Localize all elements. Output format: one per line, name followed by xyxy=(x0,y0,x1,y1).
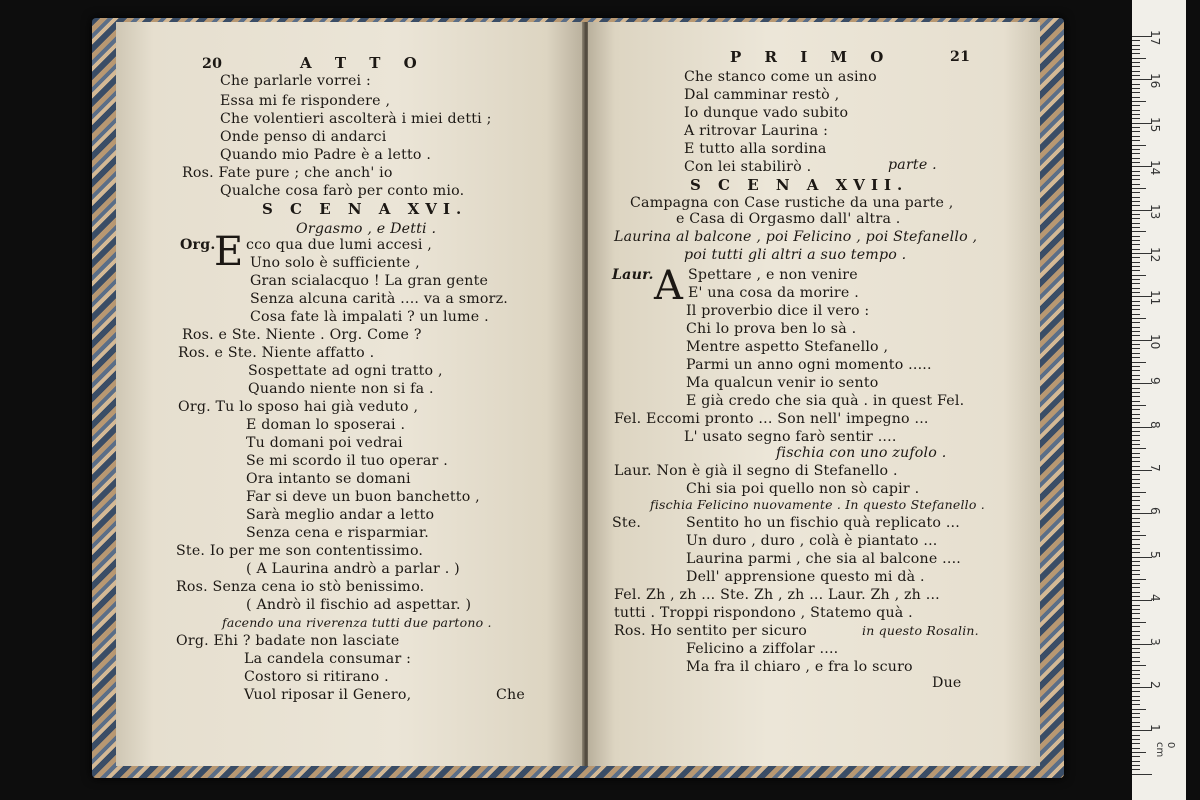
scene-heading: S C E N A XVI. xyxy=(262,200,468,218)
ruler-tick xyxy=(1132,353,1140,354)
ruler-number: 13 xyxy=(1148,203,1162,219)
ruler-tick xyxy=(1132,136,1140,137)
text-line: Laurina parmi , che sia al balcone .... xyxy=(686,551,962,567)
ruler-tick xyxy=(1132,409,1140,410)
ruler-tick xyxy=(1132,270,1140,271)
ruler-tick xyxy=(1132,670,1140,671)
ruler-tick xyxy=(1132,748,1140,749)
text-line: Felicino a ziffolar .... xyxy=(686,641,839,657)
ruler-tick xyxy=(1132,552,1140,553)
text-line: Che stanco come un asino xyxy=(684,69,877,85)
ruler-tick xyxy=(1132,335,1140,336)
ruler-tick xyxy=(1132,197,1140,198)
ruler-tick xyxy=(1132,631,1140,632)
ruler-tick xyxy=(1132,379,1140,380)
ruler-tick xyxy=(1132,88,1140,89)
ruler-tick xyxy=(1132,665,1146,666)
ruler-tick xyxy=(1132,774,1152,775)
text-line: Cosa fate là impalati ? un lume . xyxy=(250,309,489,325)
ruler-tick xyxy=(1132,227,1140,228)
ruler-tick xyxy=(1132,661,1140,662)
ruler-tick xyxy=(1132,683,1140,684)
text-line: Spettare , e non venire xyxy=(688,267,858,283)
text-line: Sospettate ad ogni tratto , xyxy=(248,363,443,379)
ruler-tick xyxy=(1132,652,1140,653)
ruler-tick xyxy=(1132,691,1140,692)
ruler-tick xyxy=(1132,769,1140,770)
ruler-tick xyxy=(1132,92,1140,93)
ruler-tick xyxy=(1132,348,1140,349)
ruler-number: 11 xyxy=(1148,290,1162,306)
text-line: Dell' apprensione questo mi dà . xyxy=(686,569,925,585)
ruler-tick xyxy=(1132,422,1140,423)
ruler-unit: 0 cm xyxy=(1154,742,1176,758)
ruler-tick xyxy=(1132,509,1140,510)
text-line: Costoro si ritirano . xyxy=(244,669,389,685)
ruler-tick xyxy=(1132,440,1140,441)
text-line: Ros. e Ste. Niente affatto . xyxy=(178,345,375,361)
ruler-tick xyxy=(1132,704,1140,705)
ruler-tick xyxy=(1132,223,1140,224)
catchword: Due xyxy=(932,675,962,691)
ruler-tick xyxy=(1132,101,1146,102)
ruler-tick xyxy=(1132,244,1140,245)
ruler-tick xyxy=(1132,140,1140,141)
text-line: Ros. Ho sentito per sicuro xyxy=(614,623,807,639)
ruler-number: 8 xyxy=(1148,420,1162,429)
scene-heading: S C E N A XVII. xyxy=(690,176,909,194)
text-line: Chi lo prova ben lo sà . xyxy=(686,321,857,337)
ruler-tick xyxy=(1132,539,1140,540)
ruler-tick xyxy=(1132,283,1140,284)
text-line: E tutto alla sordina xyxy=(684,141,827,157)
ruler-tick xyxy=(1132,700,1140,701)
ruler-tick xyxy=(1132,257,1140,258)
text-line: Io dunque vado subito xyxy=(684,105,849,121)
text-line: Parmi un anno ogni momento ..... xyxy=(686,357,932,373)
text-line: Ros. Fate pure ; che anch' io xyxy=(182,165,393,181)
ruler-tick xyxy=(1132,149,1140,150)
ruler-tick xyxy=(1132,565,1140,566)
text-line: Ma fra il chiaro , e fra lo scuro xyxy=(686,659,913,675)
ruler-tick xyxy=(1132,127,1140,128)
ruler-tick xyxy=(1132,327,1140,328)
ruler-tick xyxy=(1132,158,1140,159)
ruler-tick xyxy=(1132,743,1140,744)
ruler-tick xyxy=(1132,97,1140,98)
text-line: L' usato segno farò sentir .... xyxy=(684,429,897,445)
ruler-tick xyxy=(1132,756,1140,757)
text-line: Mentre aspetto Stefanello , xyxy=(686,339,889,355)
ruler-tick xyxy=(1132,62,1140,63)
ruler-tick xyxy=(1132,162,1140,163)
ruler-tick xyxy=(1132,587,1140,588)
ruler-tick xyxy=(1132,717,1140,718)
ruler-tick xyxy=(1132,418,1140,419)
ruler-tick xyxy=(1132,275,1146,276)
ruler-tick xyxy=(1132,84,1140,85)
ruler-tick xyxy=(1132,105,1140,106)
ruler-tick xyxy=(1132,40,1140,41)
ruler-tick xyxy=(1132,613,1140,614)
speaker-label: Laur. xyxy=(612,267,654,283)
ruler-tick xyxy=(1132,401,1140,402)
ruler-tick xyxy=(1132,709,1146,710)
ruler-tick xyxy=(1132,205,1140,206)
stage-direction: parte . xyxy=(888,157,937,173)
ruler-tick xyxy=(1132,735,1140,736)
ruler-tick xyxy=(1132,461,1140,462)
ruler-tick xyxy=(1132,201,1140,202)
ruler-tick xyxy=(1132,362,1146,363)
ruler-tick xyxy=(1132,518,1140,519)
catchword: Che xyxy=(496,687,525,703)
ruler-tick xyxy=(1132,696,1140,697)
ruler-tick xyxy=(1132,570,1140,571)
ruler-tick xyxy=(1132,58,1146,59)
ruler-number: 3 xyxy=(1148,637,1162,646)
ruler-tick xyxy=(1132,548,1140,549)
ruler-tick xyxy=(1132,448,1146,449)
ruler-tick xyxy=(1132,574,1140,575)
ruler-tick xyxy=(1132,192,1140,193)
ruler-tick xyxy=(1132,131,1140,132)
ruler-tick xyxy=(1132,388,1140,389)
speaker-label: Org. xyxy=(180,237,216,253)
ruler-tick xyxy=(1132,505,1140,506)
ruler-tick xyxy=(1132,657,1140,658)
ruler-tick xyxy=(1132,739,1140,740)
ruler-tick xyxy=(1132,648,1140,649)
ruler-tick xyxy=(1132,188,1146,189)
text-line: Uno solo è sufficiente , xyxy=(250,255,420,271)
ruler-number: 2 xyxy=(1148,681,1162,689)
ruler-tick xyxy=(1132,522,1140,523)
ruler-tick xyxy=(1132,71,1140,72)
ruler-tick xyxy=(1132,713,1140,714)
ruler-tick xyxy=(1132,292,1140,293)
ruler-tick xyxy=(1132,722,1140,723)
ruler-tick xyxy=(1132,453,1140,454)
ruler-tick xyxy=(1132,75,1140,76)
ruler-tick xyxy=(1132,561,1140,562)
text-line: Che volentieri ascolterà i miei detti ; xyxy=(220,111,492,127)
ruler-tick xyxy=(1132,726,1140,727)
ruler-tick xyxy=(1132,305,1140,306)
text-line: E' una cosa da morire . xyxy=(688,285,859,301)
ruler-tick xyxy=(1132,526,1140,527)
ruler-tick xyxy=(1132,579,1146,580)
left-running-head: A T T O xyxy=(300,54,426,72)
text-line: Fel. Eccomi pronto ... Son nell' impegno ... xyxy=(614,411,929,427)
ruler-tick xyxy=(1132,479,1140,480)
text-line: Senza cena e risparmiar. xyxy=(246,525,429,541)
ruler-tick xyxy=(1132,678,1140,679)
drop-cap: E xyxy=(214,229,244,275)
text-line: Senza alcuna carità .... va a smorz. xyxy=(250,291,509,307)
ruler-tick xyxy=(1132,314,1140,315)
text-line: Far si deve un buon banchetto , xyxy=(246,489,480,505)
text-line: Campagna con Case rustiche da una parte , xyxy=(630,195,954,211)
text-line: Tu domani poi vedrai xyxy=(246,435,403,451)
text-line: Ste. Io per me son contentissimo. xyxy=(176,543,424,559)
ruler-tick xyxy=(1132,392,1140,393)
ruler-tick xyxy=(1132,544,1140,545)
ruler-tick xyxy=(1132,145,1146,146)
ruler-number: 12 xyxy=(1148,247,1162,263)
ruler-number: 17 xyxy=(1148,30,1162,46)
scene-characters: poi tutti gli altri a suo tempo . xyxy=(684,247,907,263)
ruler-tick xyxy=(1132,596,1140,597)
text-line: Quando niente non si fa . xyxy=(248,381,434,397)
text-line: Chi sia poi quello non sò capir . xyxy=(686,481,920,497)
ruler-number: 15 xyxy=(1148,116,1162,133)
ruler-number: 16 xyxy=(1148,73,1162,89)
ruler-tick xyxy=(1132,626,1140,627)
text-line: Ros. e Ste. Niente . Org. Come ? xyxy=(182,327,422,343)
ruler-number: 9 xyxy=(1148,377,1162,385)
ruler-tick xyxy=(1132,466,1140,467)
ruler-tick xyxy=(1132,218,1140,219)
ruler-tick xyxy=(1132,262,1140,263)
ruler-tick xyxy=(1132,66,1140,67)
ruler-tick xyxy=(1132,761,1140,762)
ruler-tick xyxy=(1132,605,1140,606)
ruler-number: 6 xyxy=(1148,507,1162,516)
text-line: Vuol riposar il Genero, xyxy=(244,687,412,703)
ruler-tick xyxy=(1132,45,1140,46)
ruler-tick xyxy=(1132,431,1140,432)
text-line: E doman lo sposerai . xyxy=(246,417,406,433)
ruler-tick xyxy=(1132,279,1140,280)
ruler-tick xyxy=(1132,322,1140,323)
ruler-number: 14 xyxy=(1148,160,1162,176)
text-line: Ros. Senza cena io stò benissimo. xyxy=(176,579,425,595)
text-line: Ma qualcun venir io sento xyxy=(686,375,879,391)
stage-direction: in questo Rosalin. xyxy=(862,623,979,638)
text-line: Un duro , duro , colà è piantato ... xyxy=(686,533,938,549)
right-page-number: 21 xyxy=(950,49,971,65)
ruler-tick xyxy=(1132,331,1140,332)
text-line: Sarà meglio andar a letto xyxy=(246,507,435,523)
text-line: Laur. Non è già il segno di Stefanello . xyxy=(614,463,898,479)
ruler-tick xyxy=(1132,240,1140,241)
ruler-tick xyxy=(1132,366,1140,367)
ruler-tick xyxy=(1132,444,1140,445)
ruler-tick xyxy=(1132,370,1140,371)
ruler-tick xyxy=(1132,496,1140,497)
ruler-tick xyxy=(1132,249,1140,250)
text-line: Fel. Zh , zh ... Ste. Zh , zh ... Laur. Zh , zh ... xyxy=(614,587,940,603)
ruler-tick xyxy=(1132,618,1140,619)
ruler-tick xyxy=(1132,344,1140,345)
measurement-ruler xyxy=(1132,0,1186,800)
text-line: e Casa di Orgasmo dall' altra . xyxy=(676,211,901,227)
ruler-tick xyxy=(1132,639,1140,640)
ruler-tick xyxy=(1132,179,1140,180)
text-line: Onde penso di andarci xyxy=(220,129,387,145)
ruler-tick xyxy=(1132,483,1140,484)
ruler-tick xyxy=(1132,609,1140,610)
ruler-tick xyxy=(1132,214,1140,215)
stage-direction: fischia con uno zufolo . xyxy=(776,445,947,461)
ruler-tick xyxy=(1132,49,1140,50)
ruler-tick xyxy=(1132,487,1140,488)
ruler-tick xyxy=(1132,414,1140,415)
ruler-tick xyxy=(1132,396,1140,397)
ruler-tick xyxy=(1132,318,1146,319)
ruler-tick xyxy=(1132,153,1140,154)
ruler-tick xyxy=(1132,288,1140,289)
speaker-label: Ste. xyxy=(612,515,642,531)
ruler-tick xyxy=(1132,236,1140,237)
text-line: Che parlarle vorrei : xyxy=(220,73,371,89)
ruler-number: 5 xyxy=(1148,550,1162,559)
ruler-tick xyxy=(1132,53,1140,54)
ruler-number: 7 xyxy=(1148,464,1162,472)
text-line: Gran scialacquo ! La gran gente xyxy=(250,273,489,289)
text-line: A ritrovar Laurina : xyxy=(684,123,829,139)
ruler-number: 10 xyxy=(1148,333,1162,350)
ruler-tick xyxy=(1132,474,1140,475)
ruler-tick xyxy=(1132,531,1140,532)
text-line: Org. Tu lo sposo hai già veduto , xyxy=(178,399,419,415)
ruler-tick xyxy=(1132,175,1140,176)
ruler-tick xyxy=(1132,405,1146,406)
scene-characters: Laurina al balcone , poi Felicino , poi Stefanello , xyxy=(614,229,978,245)
text-line: E già credo che sia quà . in quest Fel. xyxy=(686,393,965,409)
right-running-head: P R I M O xyxy=(730,48,893,66)
ruler-tick xyxy=(1132,375,1140,376)
stage-direction: fischia Felicino nuovamente . In questo Stefanello . xyxy=(650,497,985,512)
text-line: Con lei stabilirò . xyxy=(684,159,812,175)
ruler-tick xyxy=(1132,357,1140,358)
ruler-tick xyxy=(1132,266,1140,267)
ruler-tick xyxy=(1132,635,1140,636)
ruler-number: 4 xyxy=(1148,594,1162,602)
ruler-tick xyxy=(1132,435,1140,436)
ruler-tick xyxy=(1132,110,1140,111)
text-line: Qualche cosa farò per conto mio. xyxy=(220,183,465,199)
ruler-tick xyxy=(1132,583,1140,584)
text-line: Sentito ho un fischio quà replicato ... xyxy=(686,515,960,531)
ruler-tick xyxy=(1132,535,1146,536)
text-line: ( A Laurina andrò a parlar . ) xyxy=(246,561,460,577)
scene-characters: Orgasmo , e Detti . xyxy=(296,221,437,237)
ruler-tick xyxy=(1132,622,1146,623)
text-line: Dal camminar restò , xyxy=(684,87,840,103)
ruler-tick xyxy=(1132,492,1146,493)
ruler-tick xyxy=(1132,171,1140,172)
ruler-tick xyxy=(1132,231,1146,232)
text-line: La candela consumar : xyxy=(244,651,412,667)
text-line: Il proverbio dice il vero : xyxy=(686,303,870,319)
ruler-tick xyxy=(1132,301,1140,302)
ruler-tick xyxy=(1132,674,1140,675)
text-line: tutti . Troppi rispondono , Statemo quà . xyxy=(614,605,913,621)
ruler-tick xyxy=(1132,592,1140,593)
ruler-tick xyxy=(1132,457,1140,458)
ruler-tick xyxy=(1132,184,1140,185)
text-line: Essa mi fe rispondere , xyxy=(220,93,391,109)
stage-direction: facendo una riverenza tutti due partono . xyxy=(222,615,492,630)
text-line: cco qua due lumi accesi , xyxy=(246,237,433,253)
text-line: ( Andrò il fischio ad aspettar. ) xyxy=(246,597,472,613)
ruler-tick xyxy=(1132,118,1140,119)
ruler-tick xyxy=(1132,752,1146,753)
text-line: Quando mio Padre è a letto . xyxy=(220,147,432,163)
ruler-tick xyxy=(1132,500,1140,501)
text-line: Org. Ehi ? badate non lasciate xyxy=(176,633,400,649)
ruler-tick xyxy=(1132,765,1140,766)
ruler-number: 1 xyxy=(1148,724,1162,733)
text-line: Se mi scordo il tuo operar . xyxy=(246,453,448,469)
drop-cap: A xyxy=(654,263,683,309)
text-line: Ora intanto se domani xyxy=(246,471,411,487)
left-page-number: 20 xyxy=(202,56,223,72)
ruler-tick xyxy=(1132,114,1140,115)
ruler-tick xyxy=(1132,309,1140,310)
